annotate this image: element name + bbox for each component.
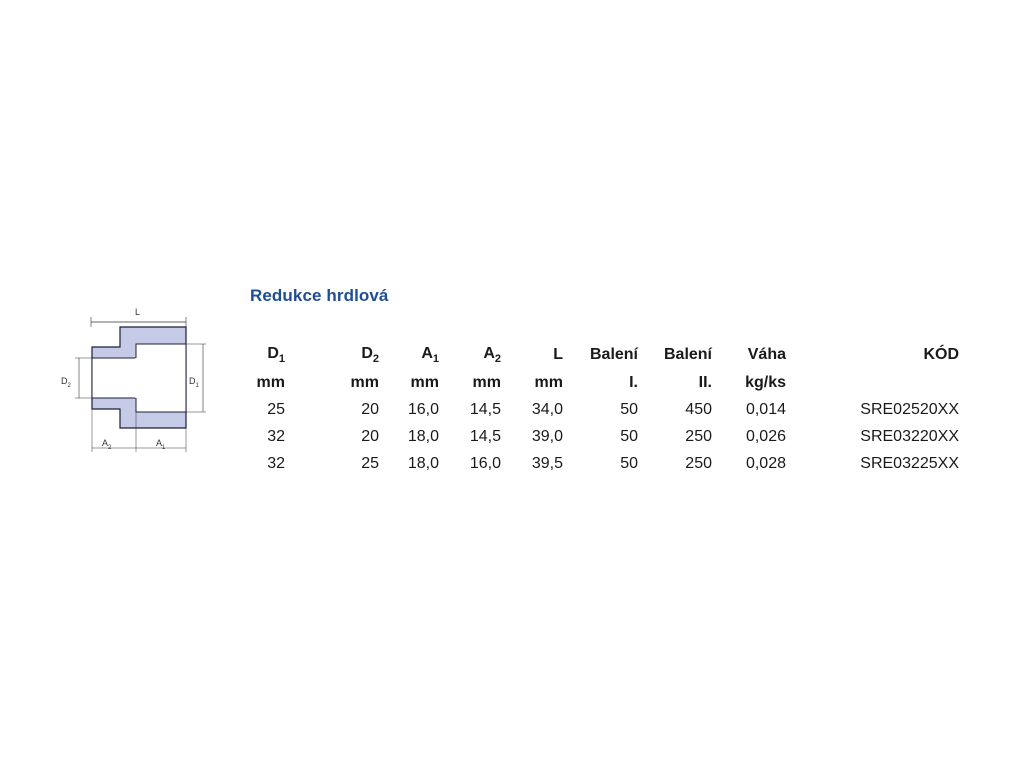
cell-d1: 25 bbox=[267, 400, 285, 418]
unit-cell bbox=[786, 369, 959, 396]
table-row bbox=[240, 423, 959, 450]
cell-a2: 16,0 bbox=[469, 454, 501, 472]
cell-kod: SRE03225XX bbox=[860, 454, 959, 472]
cell-vaha: 0,028 bbox=[745, 454, 786, 472]
unit-cell: II. bbox=[698, 373, 712, 391]
unit-cell: kg/ks bbox=[745, 373, 786, 391]
cell-a2: 14,5 bbox=[469, 400, 501, 418]
cell-a1: 18,0 bbox=[407, 454, 439, 472]
col-header-a2: $A_2$ bbox=[483, 344, 501, 366]
cell-baleni-1: 50 bbox=[620, 400, 638, 418]
cell-d1: 32 bbox=[267, 454, 285, 472]
unit-cell: mm bbox=[472, 373, 501, 391]
cell-baleni-2: 450 bbox=[685, 400, 712, 418]
col-header-vaha: Váha bbox=[747, 346, 786, 363]
table-units-row bbox=[240, 369, 959, 396]
unit-cell: mm bbox=[410, 373, 439, 391]
cell-vaha: 0,026 bbox=[745, 427, 786, 445]
label-l: L bbox=[135, 307, 141, 317]
cell-d2: 20 bbox=[361, 400, 379, 418]
table-row bbox=[240, 396, 959, 423]
col-header-d2: $D_2$ bbox=[361, 344, 379, 366]
cell-d2: 20 bbox=[361, 427, 379, 445]
cell-kod: SRE03220XX bbox=[860, 427, 959, 445]
unit-cell: mm bbox=[534, 373, 563, 391]
cell-l: 34,0 bbox=[531, 400, 563, 418]
table-row bbox=[240, 450, 959, 477]
cell-baleni-2: 250 bbox=[685, 427, 712, 445]
label-a2: $A_2$ bbox=[102, 438, 112, 451]
cell-baleni-1: 50 bbox=[620, 454, 638, 472]
unit-cell: mm bbox=[256, 373, 285, 391]
table-header-row bbox=[240, 341, 959, 369]
col-header-l: L bbox=[553, 346, 563, 363]
col-header-a1: $A_1$ bbox=[421, 344, 439, 366]
cell-d2: 25 bbox=[361, 454, 379, 472]
cell-baleni-1: 50 bbox=[620, 427, 638, 445]
cell-d1: 32 bbox=[267, 427, 285, 445]
dimensions-table bbox=[240, 341, 959, 477]
cell-a2: 14,5 bbox=[469, 427, 501, 445]
page-title: Redukce hrdlová bbox=[250, 286, 389, 305]
unit-cell: mm bbox=[350, 373, 379, 391]
col-header-baleni-1: Balení bbox=[589, 346, 638, 363]
col-header-d1: $D_1$ bbox=[267, 344, 285, 366]
cell-l: 39,5 bbox=[531, 454, 563, 472]
label-d1: $D_1$ bbox=[189, 376, 199, 389]
unit-cell: I. bbox=[629, 373, 638, 391]
cell-vaha: 0,014 bbox=[745, 400, 786, 418]
label-d2: $D_2$ bbox=[61, 376, 71, 389]
cell-baleni-2: 250 bbox=[685, 454, 712, 472]
label-a1: $A_1$ bbox=[156, 438, 166, 451]
fitting-drawing bbox=[56, 305, 216, 455]
cell-a1: 18,0 bbox=[407, 427, 439, 445]
cell-l: 39,0 bbox=[531, 427, 563, 445]
col-header-baleni-2: Balení bbox=[663, 346, 712, 363]
cell-a1: 16,0 bbox=[407, 400, 439, 418]
col-header-kod: KÓD bbox=[923, 346, 959, 363]
cell-kod: SRE02520XX bbox=[860, 400, 959, 418]
